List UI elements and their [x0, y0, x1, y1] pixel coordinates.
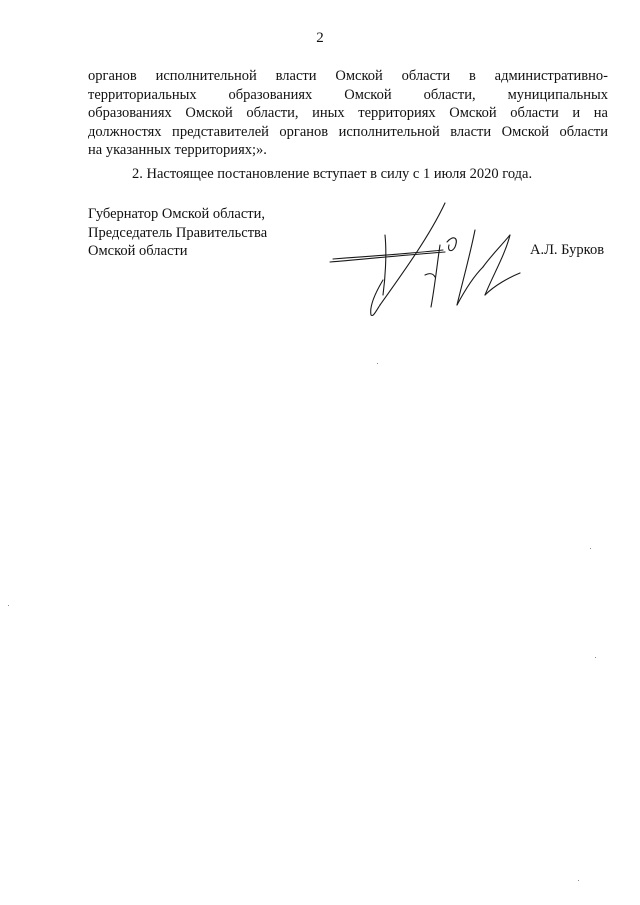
scan-speck [595, 657, 596, 658]
document-body [88, 67, 608, 183]
paragraph-line: органов исполнительной власти Омской области в административно- [88, 68, 608, 84]
scan-speck [377, 363, 378, 364]
signer-name: А.Л. Бурков [530, 242, 605, 258]
paragraph-line: должностях представителей органов исполнительной власти Омской области [88, 123, 608, 140]
paragraph-1-continuation [88, 67, 608, 160]
handwritten-signature [325, 195, 525, 325]
paragraph-line: образованиях Омской области, иных территориях Омской области и на [88, 105, 608, 121]
scan-speck [8, 605, 9, 606]
paragraph-line: на указанных территориях;». [88, 142, 267, 158]
paragraph-line: территориальных образованиях Омской области, муниципальных [88, 86, 608, 103]
paragraph-2: 2. Настоящее постановление вступает в силу с 1 июля 2020 года. [132, 165, 533, 182]
signatory-title [88, 205, 267, 261]
scan-speck [590, 548, 591, 549]
signatory-title-line: Омской области [88, 243, 188, 259]
signatory-title-line: Председатель Правительства [88, 224, 268, 241]
signatory-title-line: Губернатор Омской области, [88, 206, 265, 222]
page-number: 2 [316, 30, 324, 46]
scan-speck [578, 880, 579, 881]
